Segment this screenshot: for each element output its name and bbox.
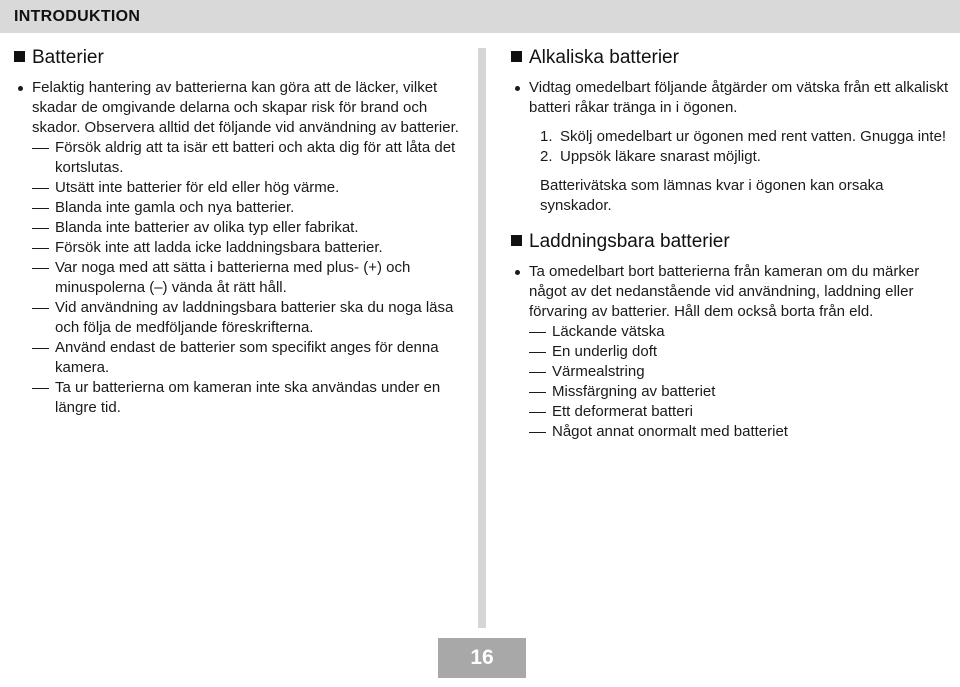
dash-icon [32,248,49,249]
batterier-intro [14,78,464,138]
laddningsbara-heading [511,230,951,254]
list-item [14,238,464,258]
laddningsbara-bullet-text: Ta omedelbart bort batterierna från kameran om du märker något av det nedanstående vid användning, laddning eller förvaring av batterier. Håll dem också borta från eld. [529,263,920,320]
list-item-text: Ett deformerat batteri [552,403,693,420]
list-item [511,342,951,362]
dash-icon [529,412,546,413]
step-text: Skölj omedelbart ur ögonen med rent vatten. Gnugga inte! [560,128,947,145]
alkaliska-heading [511,46,951,70]
list-item [511,402,951,422]
list-item-text: Ta ur batterierna om kameran inte ska användas under en längre tid. [55,379,441,416]
bullet-dot-icon [515,270,520,275]
square-bullet-icon [14,51,25,62]
batterier-heading [14,46,464,70]
dash-icon [529,332,546,333]
list-item-text: Blanda inte gamla och nya batterier. [55,199,295,216]
dash-icon [529,352,546,353]
list-item [14,378,464,418]
left-column [14,46,464,418]
list-item-text: Var noga med att sätta i batterierna med plus- (+) och minuspolerna (–) vända åt rätt håll. [55,259,411,296]
list-item [14,258,464,298]
square-bullet-icon [511,51,522,62]
right-column [511,46,951,442]
step-number: 1. [540,128,553,145]
list-item [511,362,951,382]
dash-icon [32,148,49,149]
list-item [14,198,464,218]
list-item [511,422,951,442]
dash-icon [32,268,49,269]
list-item-text: Utsätt inte batterier för eld eller hög värme. [55,179,340,196]
alkaliska-note: Batterivätska som lämnas kvar i ögonen kan orsaka synskador. [540,177,884,214]
laddningsbara-bullet [511,262,951,322]
batterier-intro-text: Felaktig hantering av batterierna kan göra att de läcker, vilket skadar de omgivande delarna och skapar risk för brand och skador. Observera alltid det följande vid användning av batterier. [32,79,459,136]
bullet-dot-icon [18,86,23,91]
list-item [14,138,464,178]
list-item [14,178,464,198]
batterier-heading-text: Batterier [32,47,104,68]
list-item [511,322,951,342]
numbered-step [511,147,951,167]
list-item [511,382,951,402]
list-item [14,298,464,338]
dash-icon [529,392,546,393]
dash-icon [32,308,49,309]
dash-icon [529,432,546,433]
step-text: Uppsök läkare snarast möjligt. [560,148,761,165]
bullet-dot-icon [515,86,520,91]
list-item-text: Använd endast de batterier som specifikt anges för denna kamera. [55,339,439,376]
alkaliska-bullet [511,78,951,118]
list-item-text: Något annat onormalt med batteriet [552,423,788,440]
dash-icon [529,372,546,373]
alkaliska-bullet-text: Vidtag omedelbart följande åtgärder om vätska från ett alkaliskt batteri råkar tränga in i ögonen. [529,79,949,116]
dash-icon [32,388,49,389]
dash-icon [32,208,49,209]
page-number-box [438,638,526,678]
list-item-text: Försök inte att ladda icke laddningsbara batterier. [55,239,383,256]
numbered-step [511,127,951,147]
list-item [14,218,464,238]
laddningsbara-heading-text: Laddningsbara batterier [529,231,730,252]
header-band [0,0,960,33]
list-item-text: Blanda inte batterier av olika typ eller fabrikat. [55,219,359,236]
list-item-text: Försök aldrig att ta isär ett batteri och akta dig för att låta det kortslutas. [55,139,456,176]
page-number: 16 [470,646,494,669]
list-item-text: Läckande vätska [552,323,665,340]
step-number: 2. [540,148,553,165]
list-item [14,338,464,378]
alkaliska-heading-text: Alkaliska batterier [529,47,679,68]
dash-icon [32,188,49,189]
dash-icon [32,348,49,349]
list-item-text: Värmealstring [552,363,645,380]
dash-icon [32,228,49,229]
square-bullet-icon [511,235,522,246]
section-title: INTRODUKTION [14,8,141,25]
list-item-text: Missfärgning av batteriet [552,383,716,400]
list-item-text: Vid användning av laddningsbara batterier ska du noga läsa och följa de medföljande föreskrifterna. [55,299,454,336]
list-item-text: En underlig doft [552,343,658,360]
column-divider [478,48,486,628]
